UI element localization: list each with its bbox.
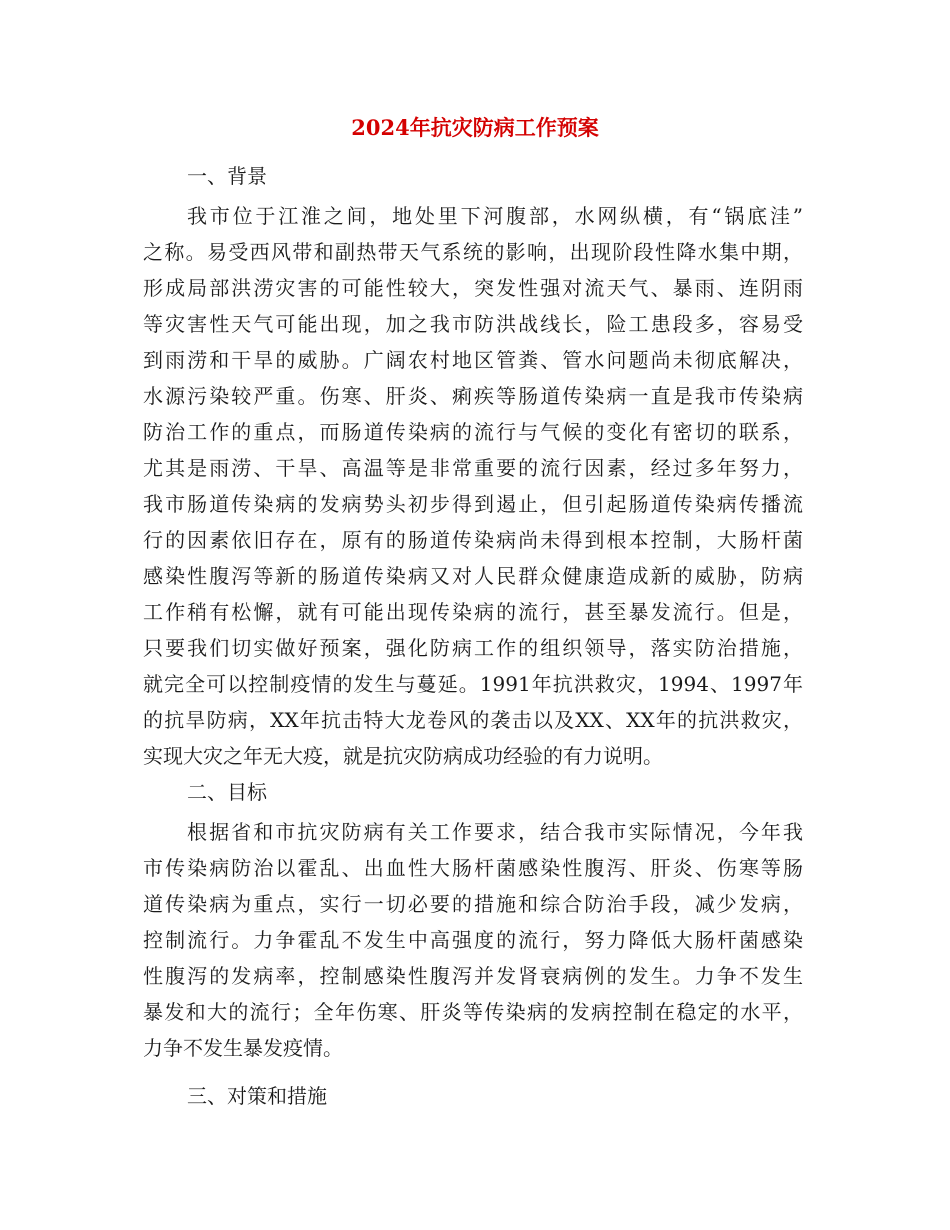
paragraph-line: 尤其是雨涝、干旱、高温等是非常重要的流行因素，经过多年努力，: [143, 456, 803, 480]
paragraph-line: 等灾害性天气可能出现，加之我市防洪战线长，险工患段多，容易受: [143, 312, 803, 336]
paragraph-line: 暴发和大的流行；全年伤寒、肝炎等传染病的发病控制在稳定的水平，: [143, 1000, 803, 1024]
paragraph-line: 道传染病为重点，实行一切必要的措施和综合防治手段，减少发病，: [143, 892, 803, 916]
section-paragraph: [143, 814, 803, 1066]
paragraph-line: 性腹泻的发病率，控制感染性腹泻并发肾衰病例的发生。力争不发生: [143, 964, 803, 988]
section-paragraph: [143, 198, 803, 774]
paragraph-line: 就完全可以控制疫情的发生与蔓延。1991年抗洪救灾，1994、1997年: [143, 672, 803, 696]
paragraph-line: 的抗旱防病，XX年抗击特大龙卷风的袭击以及XX、XX年的抗洪救灾，: [143, 708, 803, 732]
paragraph-line: 根据省和市抗灾防病有关工作要求，结合我市实际情况，今年我: [187, 820, 803, 844]
paragraph-line: 形成局部洪涝灾害的可能性较大，突发性强对流天气、暴雨、连阴雨: [143, 276, 803, 300]
paragraph-line: 控制流行。力争霍乱不发生中高强度的流行，努力降低大肠杆菌感染: [143, 928, 803, 952]
paragraph-line: 工作稍有松懈，就有可能出现传染病的流行，甚至暴发流行。但是，: [143, 600, 803, 624]
section-heading: 二、目标: [187, 780, 267, 804]
paragraph-line: 市传染病防治以霍乱、出血性大肠杆菌感染性腹泻、肝炎、伤寒等肠: [143, 856, 803, 880]
paragraph-line: 行的因素依旧存在，原有的肠道传染病尚未得到根本控制，大肠杆菌: [143, 528, 803, 552]
paragraph-line: 水源污染较严重。伤寒、肝炎、痢疾等肠道传染病一直是我市传染病: [143, 384, 803, 408]
paragraph-line: 感染性腹泻等新的肠道传染病又对人民群众健康造成新的威胁，防病: [143, 564, 803, 588]
paragraph-line: 到雨涝和干旱的威胁。广阔农村地区管粪、管水问题尚未彻底解决，: [143, 348, 803, 372]
paragraph-line: 之称。易受西风带和副热带天气系统的影响，出现阶段性降水集中期，: [143, 240, 803, 264]
section-heading: 三、对策和措施: [187, 1084, 327, 1108]
document-title: 2024年抗灾防病工作预案: [351, 115, 599, 140]
paragraph-line: 防治工作的重点，而肠道传染病的流行与气候的变化有密切的联系，: [143, 420, 803, 444]
paragraph-line: 力争不发生暴发疫情。: [143, 1036, 343, 1060]
paragraph-line: 只要我们切实做好预案，强化防病工作的组织领导，落实防治措施，: [143, 636, 803, 660]
paragraph-line: 实现大灾之年无大疫，就是抗灾防病成功经验的有力说明。: [143, 744, 663, 768]
section-heading: 一、背景: [187, 164, 267, 188]
paragraph-line: 我市肠道传染病的发病势头初步得到遏止，但引起肠道传染病传播流: [143, 492, 803, 516]
paragraph-line: 我市位于江淮之间，地处里下河腹部，水网纵横，有“锅底洼”: [187, 204, 803, 228]
document-body: [143, 158, 803, 1114]
